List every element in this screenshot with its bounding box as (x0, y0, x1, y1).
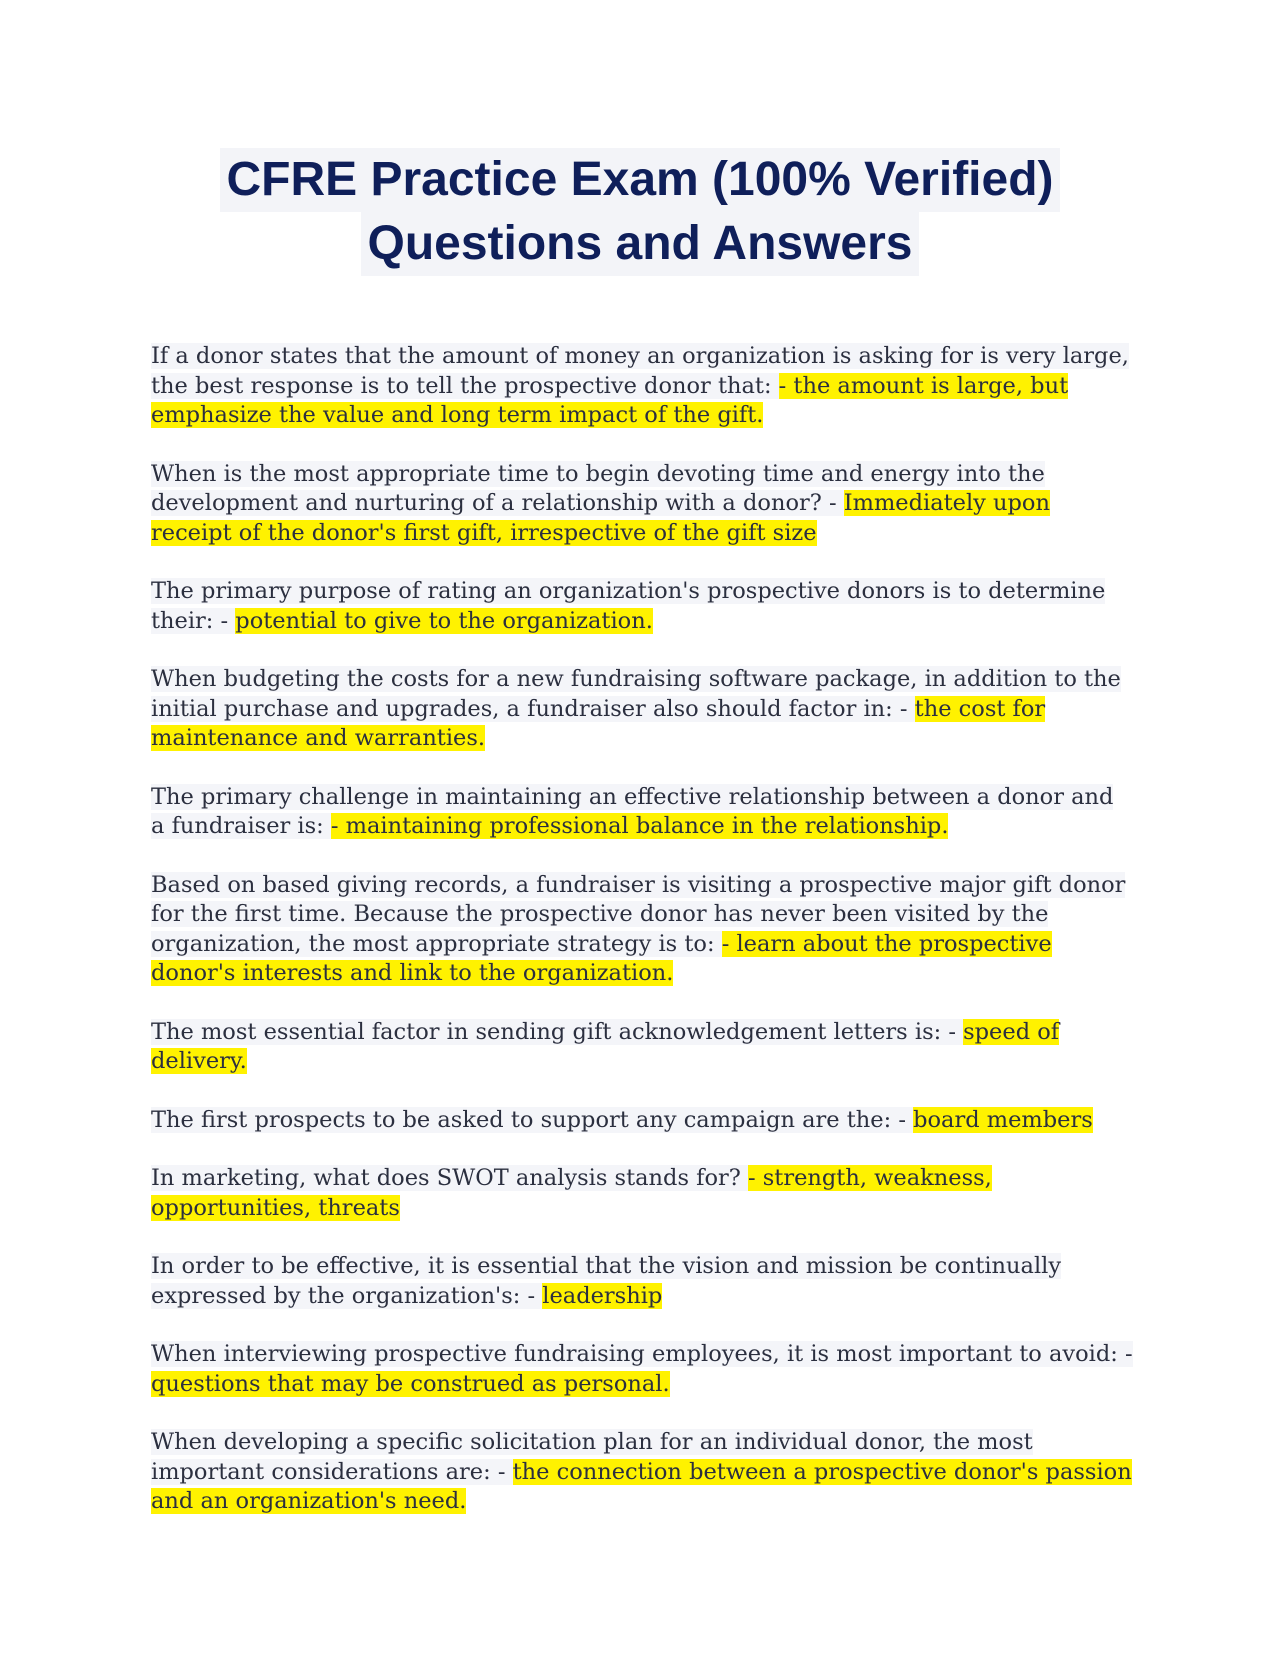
answer-highlight: the connection between a prospective donor's passion and an organization's need. (151, 1458, 1132, 1514)
qa-item (151, 342, 1133, 431)
answer-highlight: leadership (542, 1282, 663, 1309)
qa-item (151, 1018, 1133, 1077)
question-text: In order to be effective, it is essential that the vision and mission be continually expressed by the organization's: - (151, 1253, 1062, 1309)
document-title (0, 148, 1280, 276)
qa-item (151, 1428, 1133, 1517)
answer-highlight: the cost for maintenance and warranties. (151, 695, 1046, 751)
qa-item (151, 1164, 1133, 1223)
answer-highlight: - maintaining professional balance in the relationship. (330, 813, 949, 839)
qa-item (151, 1106, 1133, 1136)
qa-item (151, 783, 1133, 842)
title-line-2: Questions and Answers (361, 212, 918, 276)
question-text: Based on based giving records, a fundraiser is visiting a prospective major gift donor for the first time. Because the prospective donor has never been visited by the organization, the most appropriate strategy is to: (151, 871, 1126, 957)
qa-item (151, 871, 1133, 989)
answer-highlight: potential to give to the organization. (235, 607, 653, 634)
question-text: The most essential factor in sending gift acknowledgement letters is: - (151, 1018, 964, 1045)
question-text: When interviewing prospective fundraising employees, it is most important to avoid: - (151, 1341, 1133, 1367)
answer-highlight: speed of delivery. (151, 1018, 1060, 1074)
question-text: When is the most appropriate time to begin devoting time and energy into the development and nurturing of a relationship with a donor? - (151, 460, 1045, 516)
answer-highlight: - the amount is large, but emphasize the value and long term impact of the gift. (151, 372, 1069, 428)
question-text: The first prospects to be asked to support any campaign are the: - (151, 1106, 914, 1133)
question-text: When developing a specific solicitation plan for an individual donor, the most important considerations are: - (151, 1429, 1033, 1485)
qa-item (151, 665, 1133, 754)
question-text: The primary purpose of rating an organization's prospective donors is to determine their: - (151, 578, 1106, 634)
answer-highlight: - strength, weakness, opportunities, threats (151, 1165, 992, 1221)
qa-list (151, 342, 1133, 1546)
qa-item (151, 1340, 1133, 1399)
question-text: When budgeting the costs for a new fundraising software package, in addition to the initial purchase and upgrades, a fundraiser also should factor in: - (151, 666, 1121, 722)
answer-highlight: - learn about the prospective donor's interests and link to the organization. (151, 930, 1052, 986)
answer-highlight: questions that may be construed as personal. (151, 1370, 670, 1397)
answer-highlight: board members (913, 1106, 1093, 1133)
qa-item (151, 460, 1133, 549)
answer-highlight: Immediately upon receipt of the donor's first gift, irrespective of the gift size (151, 490, 1050, 546)
qa-item (151, 577, 1133, 636)
qa-item (151, 1252, 1133, 1311)
question-text: The primary challenge in maintaining an effective relationship between a donor and a fundraiser is: (151, 783, 1114, 839)
question-text: If a donor states that the amount of money an organization is asking for is very large, the best response is to tell the prospective donor that: (151, 343, 1129, 399)
question-text: In marketing, what does SWOT analysis stands for? (151, 1165, 748, 1191)
title-line-1: CFRE Practice Exam (100% Verified) (220, 148, 1059, 212)
